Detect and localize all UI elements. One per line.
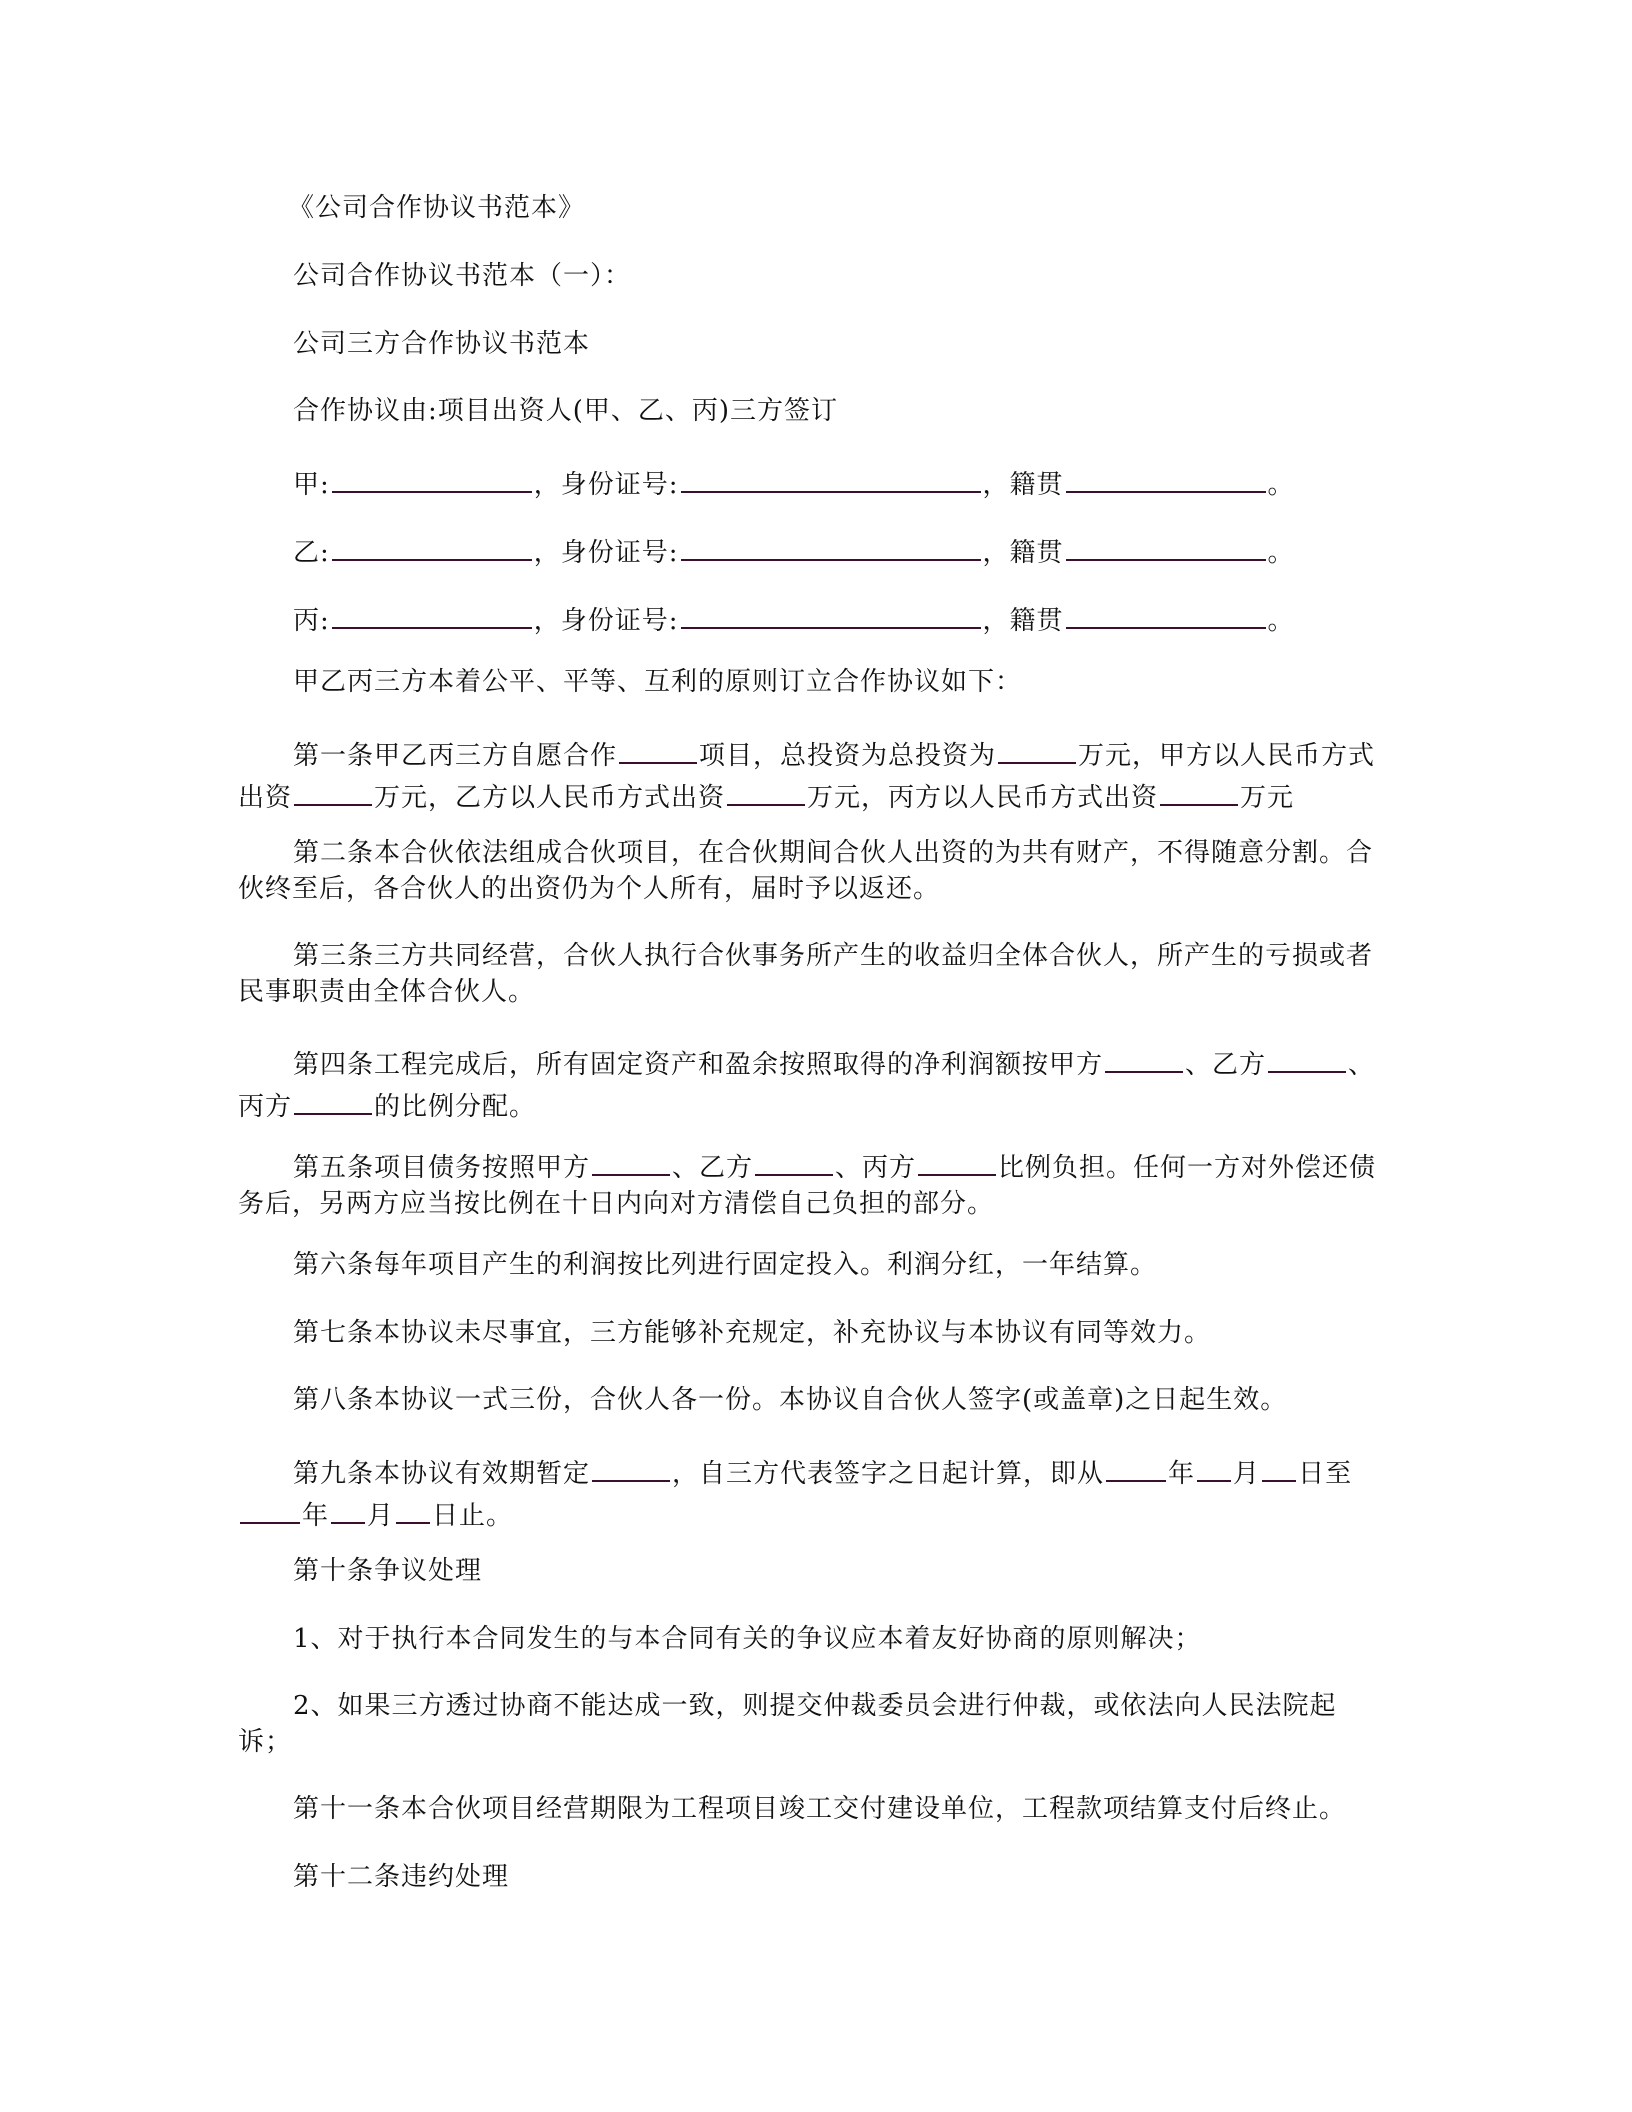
article-5 — [238, 1144, 1378, 1222]
art1-text: 万元，乙方以人民币方式出资 — [374, 783, 726, 813]
yi-debt-blank[interactable] — [755, 1144, 833, 1176]
id-blank[interactable] — [681, 461, 981, 493]
name-blank[interactable] — [332, 529, 532, 561]
end-month-blank[interactable] — [331, 1492, 365, 1524]
month-label: 月 — [367, 1501, 395, 1531]
origin-blank[interactable] — [1066, 529, 1266, 561]
party-label: 丙: — [293, 606, 330, 636]
art4-text: 的比例分配。 — [374, 1092, 537, 1122]
principle-text: 甲乙丙三方本着公平、平等、互利的原则订立合作协议如下： — [293, 667, 1023, 697]
article-10-item-1: 1、对于执行本合同发生的与本合同有关的争议应本着友好协商的原则解决； — [293, 1624, 1202, 1654]
id-label: ，身份证号: — [533, 538, 679, 568]
row-end: 。 — [1267, 538, 1295, 568]
origin-label: ，籍贯 — [982, 538, 1064, 568]
article-6: 第六条每年项目产生的利润按比列进行固定投入。利润分红，一年结算。 — [293, 1250, 1158, 1280]
party-label: 乙: — [293, 538, 330, 568]
start-day-blank[interactable] — [1262, 1450, 1296, 1482]
start-month-blank[interactable] — [1197, 1450, 1231, 1482]
art4-text: 、丙方 — [238, 1050, 1376, 1122]
document-subtitle: 公司合作协议书范本（一）： — [293, 261, 632, 291]
yi-share-blank[interactable] — [1268, 1041, 1346, 1073]
article-10-item-2: 2、如果三方透过协商不能达成一致，则提交仲裁委员会进行仲裁，或依法向人民法院起诉； — [238, 1691, 1337, 1757]
art1-text: 第一条甲乙丙三方自愿合作 — [293, 741, 618, 771]
year-label: 年 — [302, 1501, 330, 1531]
bing-investment-blank[interactable] — [1160, 774, 1238, 806]
article-1 — [238, 732, 1378, 816]
jia-share-blank[interactable] — [1105, 1041, 1183, 1073]
id-label: ，身份证号: — [533, 606, 679, 636]
year-label: 年 — [1168, 1459, 1196, 1489]
bing-share-blank[interactable] — [294, 1083, 372, 1115]
article-4 — [238, 1041, 1378, 1125]
art9-text: 第九条本协议有效期暂定 — [293, 1459, 591, 1489]
start-year-blank[interactable] — [1106, 1450, 1166, 1482]
end-year-blank[interactable] — [240, 1492, 300, 1524]
art1-text: 万元，丙方以人民币方式出资 — [807, 783, 1159, 813]
art1-text: 万元，甲方以人民币方式出资 — [238, 741, 1376, 813]
article-11: 第十一条本合伙项目经营期限为工程项目竣工交付建设单位，工程款项结算支付后终止。 — [293, 1794, 1347, 1824]
total-investment-blank[interactable] — [998, 732, 1076, 764]
term-blank[interactable] — [592, 1450, 670, 1482]
document-title: 《公司合作协议书范本》 — [288, 193, 586, 223]
art5-text: 第五条项目债务按照甲方 — [293, 1153, 591, 1183]
art4-text: 第四条工程完成后，所有固定资产和盈余按照取得的净利润额按甲方 — [293, 1050, 1104, 1080]
party-row-jia — [293, 461, 1295, 503]
article-12-heading: 第十二条违约处理 — [293, 1862, 510, 1892]
document-heading: 公司三方合作协议书范本 — [293, 329, 591, 359]
name-blank[interactable] — [332, 461, 532, 493]
party-row-bing — [293, 597, 1295, 639]
id-blank[interactable] — [681, 529, 981, 561]
party-row-yi — [293, 529, 1295, 571]
jia-debt-blank[interactable] — [592, 1144, 670, 1176]
art4-text: 、乙方 — [1185, 1050, 1267, 1080]
yi-investment-blank[interactable] — [727, 774, 805, 806]
article-3: 第三条三方共同经营，合伙人执行合伙事务所产生的收益归全体合伙人，所产生的亏损或者民事职责由全体合伙人。 — [238, 941, 1374, 1007]
row-end: 。 — [1267, 606, 1295, 636]
signing-note: 合作协议由:项目出资人(甲、乙、丙)三方签订 — [293, 396, 839, 426]
art5-text: 、乙方 — [672, 1153, 754, 1183]
art5-text: 比例负担。任何一方对外偿还债务后，另两方应当按比例在十日内向对方清偿自己负担的部分。 — [238, 1153, 1377, 1219]
month-label: 月 — [1233, 1459, 1261, 1489]
origin-blank[interactable] — [1066, 597, 1266, 629]
article-8: 第八条本协议一式三份，合伙人各一份。本协议自合伙人签字(或盖章)之日起生效。 — [293, 1385, 1288, 1415]
end-day-blank[interactable] — [396, 1492, 430, 1524]
name-blank[interactable] — [332, 597, 532, 629]
origin-blank[interactable] — [1066, 461, 1266, 493]
jia-investment-blank[interactable] — [294, 774, 372, 806]
art1-text: 万元 — [1240, 783, 1295, 813]
art9-text: 日止。 — [432, 1501, 514, 1531]
art9-text: ，自三方代表签字之日起计算，即从 — [672, 1459, 1105, 1489]
art9-text: 日至 — [1298, 1459, 1353, 1489]
article-9 — [238, 1450, 1378, 1534]
article-7: 第七条本协议未尽事宜，三方能够补充规定，补充协议与本协议有同等效力。 — [293, 1318, 1212, 1348]
art1-text: 项目，总投资为总投资为 — [699, 741, 997, 771]
id-blank[interactable] — [681, 597, 981, 629]
article-10-heading: 第十条争议处理 — [293, 1556, 483, 1586]
article-2: 第二条本合伙依法组成合伙项目，在合伙期间合伙人出资的为共有财产，不得随意分割。合伙终至后，各合伙人的出资仍为个人所有，届时予以返还。 — [238, 838, 1374, 904]
origin-label: ，籍贯 — [982, 470, 1064, 500]
project-blank[interactable] — [619, 732, 697, 764]
party-label: 甲: — [293, 470, 330, 500]
origin-label: ，籍贯 — [982, 606, 1064, 636]
art5-text: 、丙方 — [835, 1153, 917, 1183]
bing-debt-blank[interactable] — [918, 1144, 996, 1176]
id-label: ，身份证号: — [533, 470, 679, 500]
row-end: 。 — [1267, 470, 1295, 500]
